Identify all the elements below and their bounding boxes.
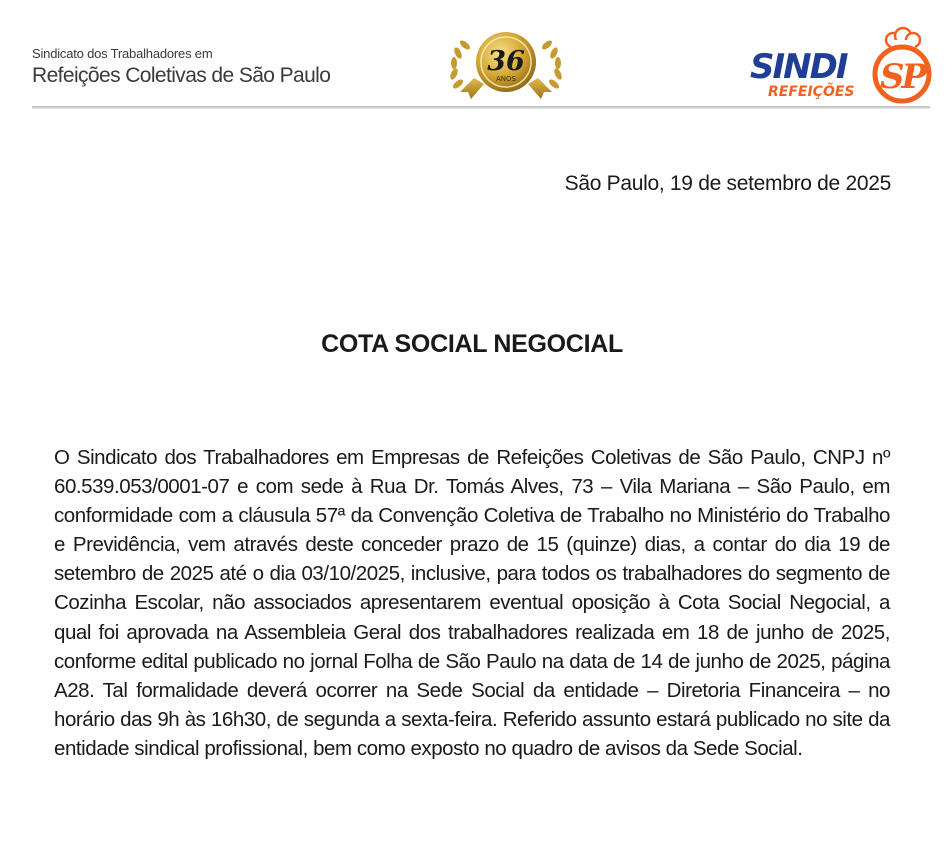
brand-main-text: SINDI	[750, 47, 847, 87]
organization-name	[32, 46, 330, 89]
anniversary-seal-logo	[444, 26, 568, 102]
sindisp-brand-logo	[748, 26, 934, 106]
document-body: O Sindicato dos Trabalhadores em Empresas de Refeições Coletivas de São Paulo, CNPJ nº 60.539.053/0001-07 e com sede à Rua Dr. Tomás Alves, 73 – Vila Mariana – São Paulo, em conformidade com a cláusula 57ª da Convenção Coletiva de Trabalho no Ministério do Trabalho e Previdência, vem através deste conceder prazo de 15 (quinze) dias, a contar do dia 19 de setembro de 2025 até o dia 03/10/2025, inclusive, para todos os trabalhadores do segmento de Cozinha Escolar, não associados apresentarem eventual oposição à Cota Social Negocial, a qual foi aprovada na Assembleia Geral dos trabalhadores realizada em 18 de junho de 2025, conforme edital publicado no jornal Folha de São Paulo na data de 14 de junho de 2025, página A28. Tal formalidade deverá ocorrer na Sede Social da entidade – Diretoria Financeira – no horário das 9h às 16h30, de segunda a sexta-feira. Referido assunto estará publicado no site da entidade sindical profissional, bem como exposto no quadro de avisos da Sede Social.	[54, 446, 890, 760]
brand-sub-text: REFEIÇÕES	[768, 84, 855, 100]
header-divider	[32, 106, 930, 109]
laurel-left-icon	[449, 39, 472, 90]
organization-name-line2: Refeições Coletivas de São Paulo	[32, 64, 331, 87]
anniversary-number: 36	[487, 46, 525, 77]
letterhead	[0, 0, 952, 112]
brand-sp-text: SP	[879, 57, 925, 97]
laurel-right-icon	[540, 39, 563, 90]
document-date: São Paulo, 19 de setembro de 2025	[564, 172, 891, 195]
anniversary-word: ANOS	[496, 75, 516, 83]
document-title: COTA SOCIAL NEGOCIAL	[321, 330, 623, 358]
organization-name-line1: Sindicato dos Trabalhadores em	[32, 46, 213, 61]
